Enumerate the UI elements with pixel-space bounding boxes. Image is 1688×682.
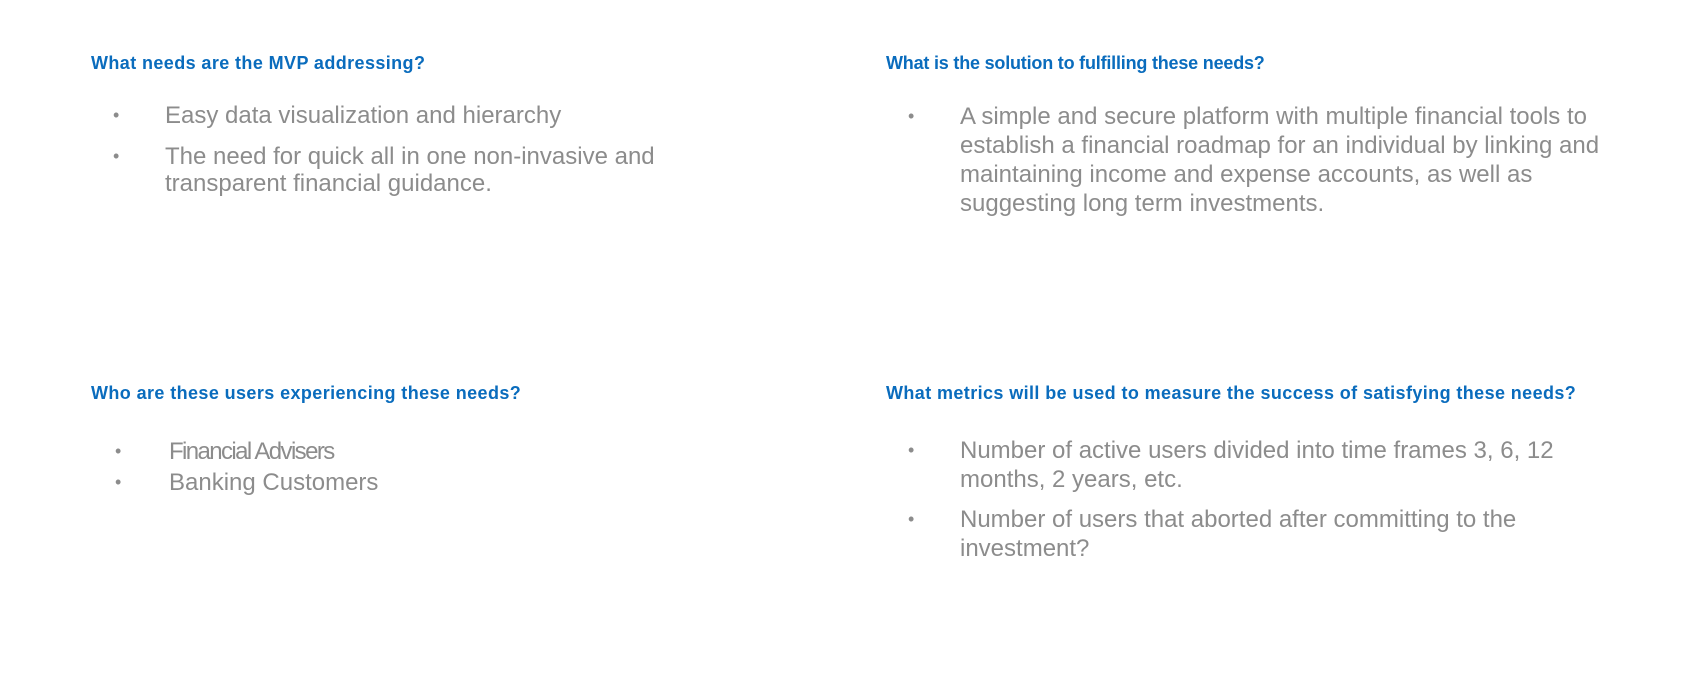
- bullet-list: [886, 436, 1666, 563]
- section-users: [91, 382, 811, 498]
- bullet-list: [91, 436, 811, 498]
- section-heading: What needs are the MVP addressing?: [91, 53, 426, 73]
- bullet-marker: •: [113, 105, 120, 125]
- section-heading: What metrics will be used to measure the success of satisfying these needs?: [886, 383, 1577, 403]
- list-item-text: Number of active users divided into time frames 3, 6, 12 months, 2 years, etc.: [960, 437, 1554, 493]
- list-item: [113, 143, 685, 197]
- list-item: [113, 102, 685, 129]
- list-item: [908, 436, 1640, 494]
- list-item-text: A simple and secure platform with multiple financial tools to establish a financial roadmap for an individual by linking and maintaining income and expense accounts, as well as suggesting long term investments.: [960, 103, 1600, 217]
- bullet-marker: •: [908, 509, 915, 529]
- list-item-text: Easy data visualization and hierarchy: [165, 102, 562, 129]
- list-item-text: Number of users that aborted after committing to the investment?: [960, 506, 1517, 562]
- list-item: [115, 467, 811, 498]
- section-heading: What is the solution to fulfilling these needs?: [886, 53, 1265, 73]
- bullet-marker: •: [908, 440, 915, 460]
- bullet-marker: •: [908, 106, 915, 126]
- bullet-marker: •: [115, 441, 120, 461]
- list-item-text: The need for quick all in one non-invasive and transparent financial guidance.: [165, 143, 655, 197]
- section-heading: Who are these users experiencing these needs?: [91, 383, 522, 403]
- list-item: [115, 436, 811, 467]
- bullet-list: [886, 102, 1666, 218]
- bullet-marker: •: [115, 472, 122, 492]
- section-solution: [886, 52, 1666, 218]
- list-item: [908, 505, 1640, 563]
- bullet-marker: •: [113, 146, 120, 166]
- section-mvp-needs: [91, 52, 811, 197]
- list-item-text: Banking Customers: [169, 469, 379, 496]
- section-metrics: [886, 382, 1666, 563]
- list-item-text: Financial Advisers: [169, 438, 334, 465]
- bullet-list: [91, 102, 811, 197]
- list-item: [908, 102, 1650, 218]
